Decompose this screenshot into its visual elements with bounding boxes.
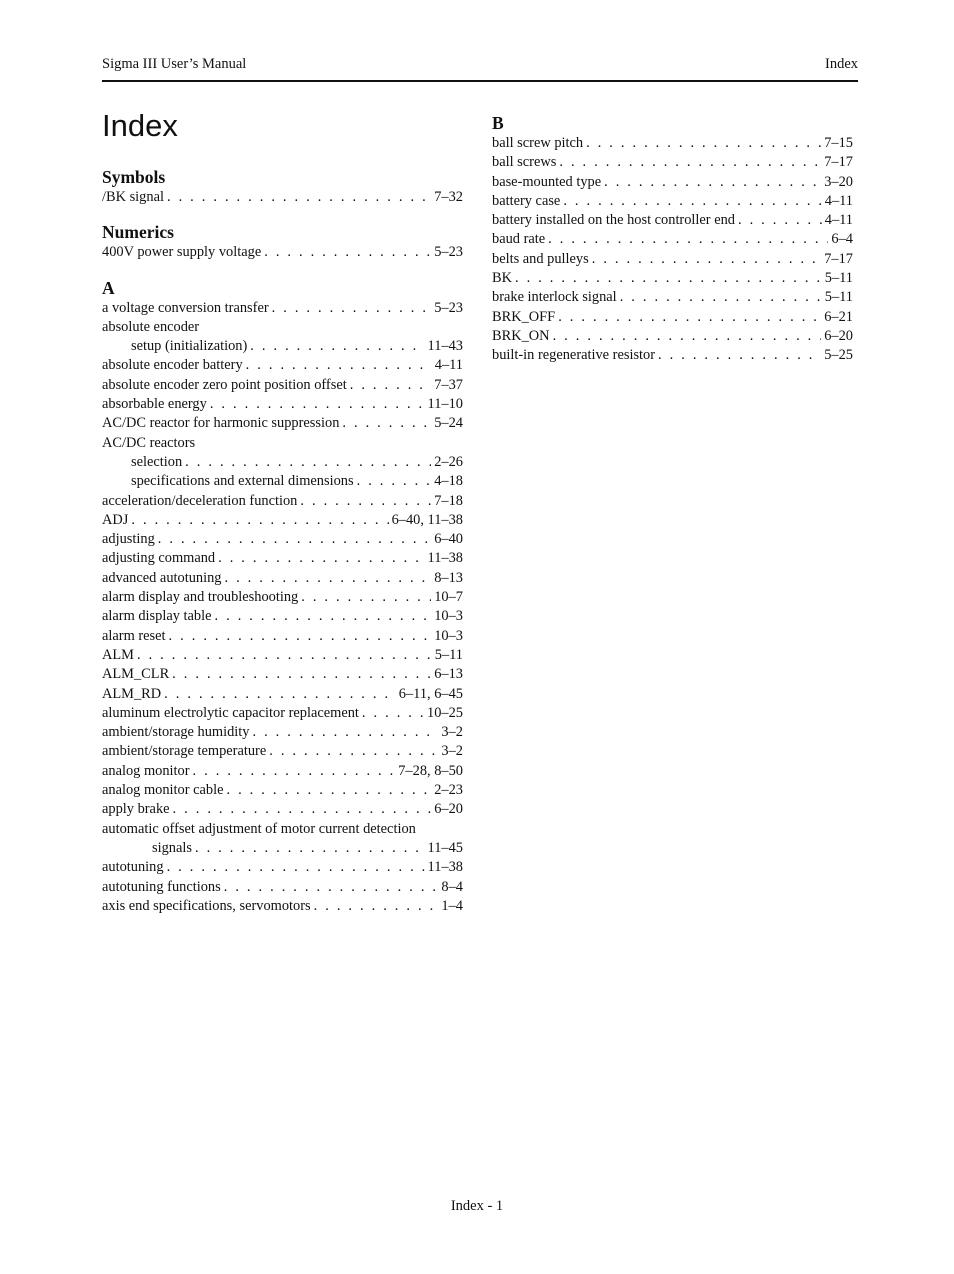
index-term: AC/DC reactor for harmonic suppression	[102, 415, 340, 432]
dot-leader	[173, 800, 432, 819]
dot-leader	[272, 299, 432, 318]
index-term: apply brake	[102, 801, 170, 818]
index-page-ref: 6–21	[824, 308, 853, 325]
index-section-heading: A	[102, 277, 115, 298]
dot-leader	[218, 549, 424, 568]
index-entry	[102, 762, 463, 781]
index-term: autotuning functions	[102, 878, 221, 895]
dot-leader	[137, 646, 432, 665]
index-term: adjusting	[102, 531, 155, 548]
dot-leader	[620, 288, 822, 307]
index-term: aluminum electrolytic capacitor replacement	[102, 704, 359, 721]
index-page-ref: 4–11	[824, 192, 853, 209]
index-page-ref: 7–15	[824, 135, 853, 151]
dot-leader	[131, 511, 388, 530]
index-term: BK	[492, 270, 512, 287]
dot-leader	[215, 607, 432, 626]
index-entry	[102, 685, 463, 704]
dot-leader	[185, 453, 431, 472]
index-entry	[102, 839, 463, 858]
index-term: selection	[131, 453, 183, 470]
index-entry	[102, 472, 463, 491]
index-page-ref: 11–38	[427, 859, 463, 876]
index-term: AC/DC reactors	[102, 434, 196, 451]
index-entry	[102, 627, 463, 646]
index-term: a voltage conversion transfer	[102, 299, 269, 316]
index-page-ref: 10–3	[434, 627, 463, 644]
index-entry	[102, 781, 463, 800]
dot-leader	[167, 858, 425, 877]
dot-leader	[167, 188, 431, 207]
index-page-ref: 4–11	[824, 212, 853, 229]
index-entry	[102, 897, 463, 916]
index-page-ref: 5–24	[434, 415, 463, 432]
index-page-ref: 4–18	[434, 473, 463, 490]
index-term: ball screws	[492, 154, 557, 171]
index-term: automatic offset adjustment of motor current detection	[102, 820, 416, 837]
index-page-ref: 11–10	[427, 396, 463, 413]
index-term: alarm display and troubleshooting	[102, 589, 299, 606]
index-term: battery case	[492, 192, 561, 209]
index-term: adjusting command	[102, 550, 216, 567]
index-entry	[102, 299, 463, 318]
index-page-ref: 4–11	[434, 357, 463, 374]
index-entry	[102, 356, 463, 375]
page-header	[102, 56, 858, 82]
index-page-ref: 5–11	[824, 289, 853, 306]
dot-leader	[264, 243, 431, 262]
index-entry	[102, 858, 463, 877]
index-page-ref: 8–13	[434, 569, 463, 586]
index-page-ref: 7–17	[824, 154, 853, 171]
index-entry	[102, 878, 463, 897]
index-page-ref: 2–23	[434, 782, 463, 799]
dot-leader	[195, 839, 425, 858]
index-entry	[102, 800, 463, 819]
manual-title: Sigma III User’s Manual	[102, 56, 247, 72]
index-term: alarm reset	[102, 627, 166, 644]
index-entry	[102, 820, 463, 839]
index-term: autotuning	[102, 859, 164, 876]
index-term: BRK_OFF	[492, 308, 556, 325]
section-gap	[102, 263, 463, 277]
index-entry	[492, 230, 853, 249]
index-page-ref: 3–2	[441, 724, 463, 741]
dot-leader	[558, 308, 821, 327]
index-page-ref: 6–4	[831, 231, 853, 248]
index-page-ref: 5–25	[824, 347, 853, 364]
index-term: absolute encoder	[102, 318, 200, 335]
index-entry	[492, 269, 853, 288]
index-term: setup (initialization)	[131, 338, 248, 355]
index-page-ref: 5–23	[434, 299, 463, 316]
index-entry	[102, 243, 463, 262]
index-entry	[102, 646, 463, 665]
index-page-ref: 6–13	[434, 666, 463, 683]
index-term: 400V power supply voltage	[102, 244, 262, 261]
index-entry	[102, 188, 463, 207]
dot-leader	[658, 346, 821, 365]
index-entry	[492, 211, 853, 230]
dot-leader	[226, 781, 431, 800]
index-page-ref: 5–23	[434, 244, 463, 261]
index-term: analog monitor	[102, 762, 190, 779]
index-page-ref: 3–2	[441, 743, 463, 760]
index-page-ref: 10–7	[434, 589, 463, 606]
index-page-ref: 6–20	[434, 801, 463, 818]
index-term: absolute encoder battery	[102, 357, 243, 374]
index-entry	[102, 569, 463, 588]
index-page-ref: 5–11	[434, 646, 463, 663]
index-entry	[102, 414, 463, 433]
index-term: analog monitor cable	[102, 782, 224, 799]
index-term: specifications and external dimensions	[131, 473, 354, 490]
section-name: Index	[824, 56, 858, 72]
dot-leader	[250, 337, 424, 356]
page-number: Index - 1	[450, 1198, 504, 1214]
index-entry	[102, 549, 463, 568]
dot-leader	[738, 211, 822, 230]
index-page-ref: 11–45	[427, 839, 463, 856]
dot-leader	[172, 665, 431, 684]
index-term: ALM	[102, 646, 134, 663]
index-page-ref: 7–28, 8–50	[398, 762, 463, 779]
index-term: ALM_RD	[102, 685, 162, 702]
index-term: battery installed on the host controller end	[492, 212, 735, 229]
dot-leader	[269, 742, 438, 761]
dot-leader	[301, 588, 431, 607]
index-entry	[102, 492, 463, 511]
index-page-ref: 11–43	[427, 338, 463, 355]
index-page-ref: 6–11, 6–45	[398, 685, 463, 702]
index-entry	[492, 346, 853, 365]
dot-leader	[252, 723, 438, 742]
index-term: alarm display table	[102, 608, 212, 625]
index-term: advanced autotuning	[102, 569, 222, 586]
index-section-heading: B	[492, 113, 504, 133]
index-page-ref: 3–20	[824, 173, 853, 190]
dot-leader	[158, 530, 431, 549]
dot-leader	[193, 762, 396, 781]
dot-leader	[362, 704, 424, 723]
index-page-ref: 11–38	[427, 550, 463, 567]
index-term: ball screw pitch	[492, 135, 584, 151]
index-entry	[492, 250, 853, 269]
index-entry	[492, 192, 853, 211]
dot-leader	[563, 192, 821, 211]
index-term: built-in regenerative resistor	[492, 347, 656, 364]
dot-leader	[224, 569, 431, 588]
index-column-right	[492, 112, 853, 366]
index-entry	[102, 434, 463, 453]
dot-leader	[592, 250, 821, 269]
index-section-heading: Symbols	[102, 167, 166, 187]
index-page-ref: 7–32	[434, 189, 463, 205]
page-title: Index	[102, 108, 178, 143]
index-term: acceleration/deceleration function	[102, 492, 298, 509]
index-page-ref: 1–4	[441, 897, 463, 914]
index-entry	[492, 288, 853, 307]
index-entry	[102, 665, 463, 684]
index-term: /BK signal	[102, 189, 164, 205]
dot-leader	[515, 269, 822, 288]
index-page-ref: 7–18	[434, 492, 463, 509]
index-page-ref: 8–4	[441, 878, 463, 895]
dot-leader	[300, 492, 431, 511]
dot-leader	[548, 230, 828, 249]
index-term: ambient/storage temperature	[102, 743, 267, 760]
index-page-ref: 6–20	[824, 327, 853, 344]
dot-leader	[553, 327, 822, 346]
index-entry	[102, 530, 463, 549]
index-term: base-mounted type	[492, 173, 602, 190]
section-gap	[102, 207, 463, 221]
index-term: BRK_ON	[492, 327, 550, 344]
index-term: signals	[152, 839, 192, 856]
index-term: belts and pulleys	[492, 250, 589, 267]
index-page-ref: 10–25	[427, 704, 463, 721]
index-page-ref: 6–40	[434, 531, 463, 548]
index-term: ambient/storage humidity	[102, 724, 250, 741]
index-entry	[492, 308, 853, 327]
index-entry	[102, 511, 463, 530]
dot-leader	[342, 414, 431, 433]
index-page-ref: 6–40, 11–38	[391, 511, 463, 528]
index-term: axis end specifications, servomotors	[102, 897, 311, 914]
dot-leader	[604, 173, 821, 192]
index-term: absorbable energy	[102, 396, 207, 413]
index-term: absolute encoder zero point position offset	[102, 376, 347, 393]
index-entry	[102, 376, 463, 395]
index-entry	[102, 337, 463, 356]
index-entry	[102, 588, 463, 607]
index-column-left	[102, 166, 463, 916]
index-entry	[102, 723, 463, 742]
dot-leader	[586, 134, 821, 153]
dot-leader	[350, 376, 432, 395]
index-entry	[102, 453, 463, 472]
index-page-ref: 7–17	[824, 250, 853, 267]
dot-leader	[169, 627, 432, 646]
dot-leader	[314, 897, 439, 916]
index-entry	[492, 153, 853, 172]
index-page-ref: 10–3	[434, 608, 463, 625]
index-entry	[492, 327, 853, 346]
dot-leader	[164, 685, 396, 704]
index-entry	[102, 742, 463, 761]
index-section-heading: Numerics	[102, 222, 174, 243]
index-entry	[492, 134, 853, 153]
dot-leader	[246, 356, 432, 375]
dot-leader	[210, 395, 425, 414]
dot-leader	[357, 472, 432, 491]
index-term: brake interlock signal	[492, 289, 617, 306]
index-entry	[102, 607, 463, 626]
dot-leader	[559, 153, 821, 172]
index-page-ref: 7–37	[434, 376, 463, 393]
index-page-ref: 5–11	[824, 270, 853, 287]
index-term: baud rate	[492, 231, 546, 248]
index-entry	[102, 318, 463, 337]
index-term: ALM_CLR	[102, 666, 170, 683]
index-entry	[492, 173, 853, 192]
index-entry	[102, 704, 463, 723]
index-page-ref: 2–26	[434, 453, 463, 470]
index-term: ADJ	[102, 511, 129, 528]
dot-leader	[224, 878, 439, 897]
index-entry	[102, 395, 463, 414]
